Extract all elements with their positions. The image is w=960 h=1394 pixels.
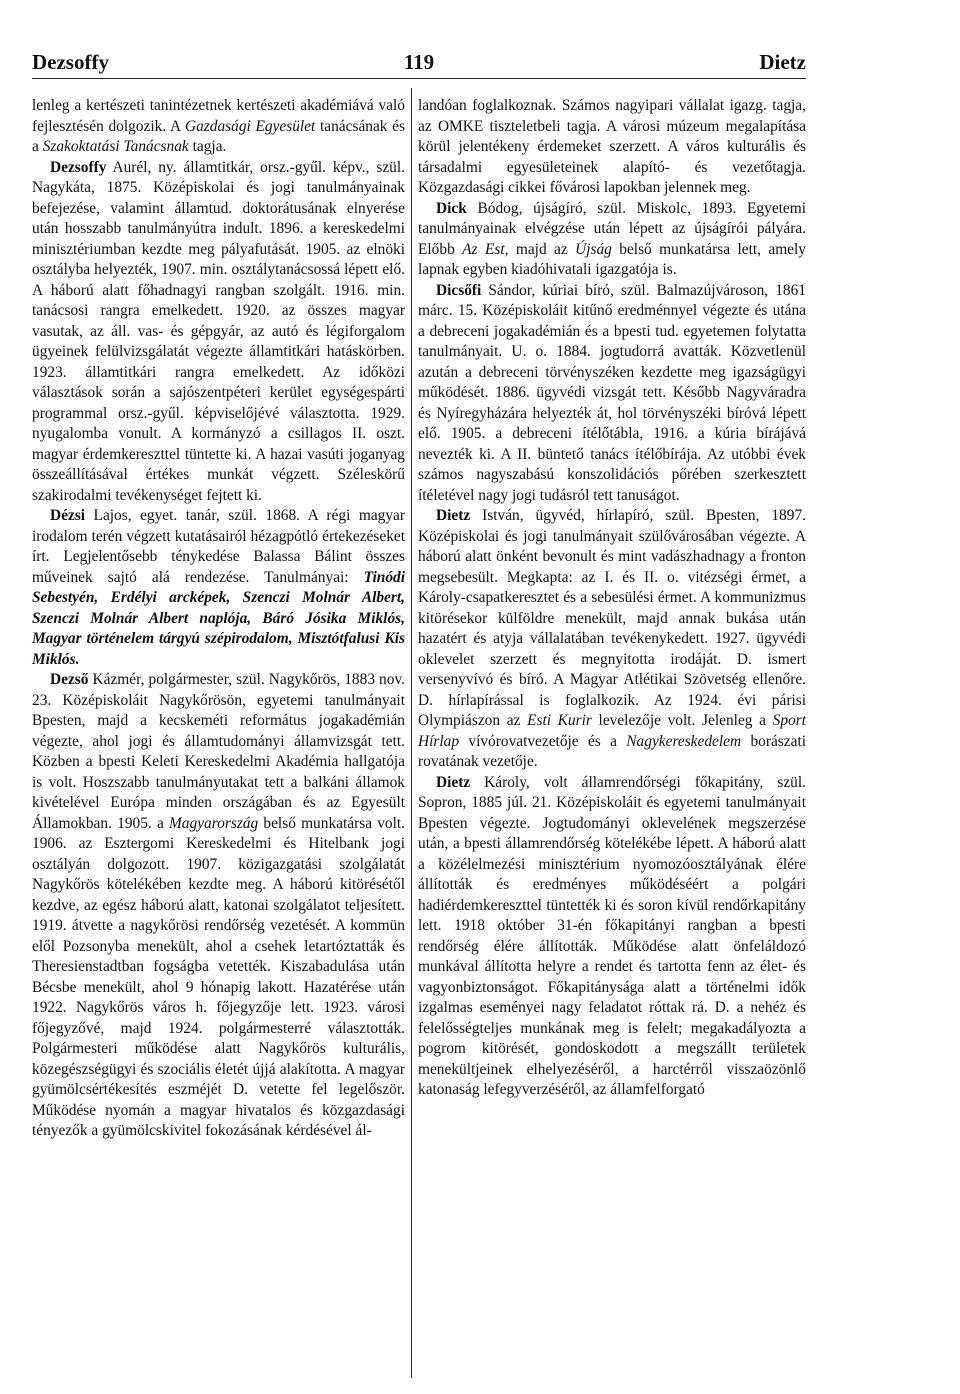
italic-run: Nagykereskedelem: [626, 732, 742, 750]
text-run: levelezője volt. Jelenleg a: [591, 712, 773, 729]
entry-dezsoffy: [32, 158, 405, 507]
text-run: Aurél, ny. államtitkár, orsz.-gyűl. képv., szül. Nagykáta, 1875. Középiskolai és jogi tanulmányainak befejezése, valamint államtud. doktorátusának elnyerése után hosszabb tanulmányútra indult. 1896. a kereskedelmi minisztériumban kezdte meg pályafutását. 1905. az elnöki osztályba helyezték, 1907. min. osztálytanácsossá lépett elő. A háború alatt főhadnagyi rangban szolgált. 1916. min. tanácsosi rangra emelkedett. 1920. az összes magyar vasutak, az áll. vas- és gépgyár, az autó és légiforgalom ügyeinek felülvizsgálatát végezte államtitkári hatáskörben. 1923. államtitkári rangra emelkedett. Az időközi választások során a sajószentpéteri kerület egységespárti programmal orsz.-gyűl. képviselőjévé választotta. 1929. nyugalomba vonult. A kormányzó a csillagos II. oszt. magyar érdemkereszttel tüntette ki. A hazai vasúti joganyag összeállításával értékes munkát végzett. Széleskörű szakirodalmi tevékenységet fejtett ki.: [32, 158, 405, 504]
italic-run: Esti Kurir: [527, 712, 592, 729]
text-run: István, ügyvéd, hírlapíró, szül. Bpesten, 1897. Középiskolai és jogi tanulmányait szülővárosában végezte. A háború alatt önként bevonult és mint vadászhadnagy a fronton megsebesült. Megkapta: az I. és II. o. vitézségi érmet, a Károly-csapatkeresztet és a sebesülési érmet. A kommunizmus kitörésekor külföldre menekült, majd annak bukása után hazatért és atyja vállalatában tevékenykedett. 1927. ügyvédi oklevelet szerzett és megnyitotta irodáját. D. ismert versenyvívó és bíró. A Magyar Atlétikai Szövetség ellenőre. D. hírlapírással is foglalkozik. Az 1924. évi párisi Olympiászon az: [418, 507, 806, 729]
text-run: belső munkatársa volt. 1906. az Esztergomi Kereskedelmi és Hitelbank jogi osztályán dolgozott. 1907. közigazgatási szolgálatát Nagykőrös kötelékében kezdte meg. A háború kitörésétől kezdve, az egész háború alatt, katonai szolgálatot teljesített. 1919. átvette a nagykőrösi rendőrség vezetését. A kommün elől Pozsonyba menekült, ahol a csehek letartóztatták és Theresienstadtban fogságba vetették. Kiszabadulása után Bécsbe menekült, ahol 9 hónapig lakott. Hazatérése után 1922. Nagykőrös város h. főjegyzője lett. 1923. városi főjegyzővé, majd 1924. polgármesterré választották. Polgármesteri működése alatt Nagykőrös kulturális, közegészségügyi és szociális életét újjá alakította. A magyar gyümölcsértékesítés eszméjét D. vetette fel legelőször. Működése nyomán a magyar hivatalos és közgazdasági tényezők a gyümölcskivitel fokozásának kérdésével ál-: [32, 814, 406, 1139]
text-run: tanácsának és a: [32, 117, 405, 155]
entry-headword: Dietz: [436, 507, 471, 524]
text-run: lenleg a kertészeti tanintézetnek kertészeti akadémiává való fejlesztésén dolgozik. A: [32, 97, 405, 135]
text-run: majd az: [508, 240, 576, 258]
text-run: Sándor, kúriai bíró, szül. Balmazújvároson, 1861 márc. 15. Középiskoláit kitűnő eredménnyel végezte és utána a debreceni jogakadémián és a bpesti tud. egyetemen folytatta tanulmányait. U. o. 1884. jogtudorrá avatták. Közvetlenül azután a debreceni törvényszéken kezdette meg igazságügyi működését. 1886. ügyvédi vizsgát tett. Később Nagyváradra és Nyíregyházára helyezték át, hol törvényszéki bíróvá lépett elő. 1905. a debreceni ítélőtábla, 1916. a kúria bírájává nevezték ki. A II. büntető tanács ítélőbírája. Az utóbbi évek számos nagyszabású konszolidációs pőrében szerkesztett ítéletével nagy jogi tudásról tett tanuságot.: [418, 281, 806, 504]
entry-dick: [418, 199, 806, 281]
italic-run: Magyarország: [168, 814, 259, 832]
italic-run: Sport Hírlap: [418, 712, 806, 750]
text-run: vívórovatvezetője és a: [459, 732, 627, 750]
entry-dietz-karoly: [418, 773, 806, 1101]
text-run: landóan foglalkoznak. Számos nagyipari vállalat igazg. tagja, az OMKE tiszteletbeli tagja. A városi múzeum megalapítása körül jelentékeny érdemeket szerzett. A város kulturális és társadalmi egyesületeinek alapító- és vezetőtagja. Közgazdasági cikkei fővárosi lapokban jelennek meg.: [418, 97, 806, 196]
column-divider: [411, 88, 412, 1378]
text-run: Károly, volt államrendőrségi főkapitány, szül. Sopron, 1885 júl. 21. Középiskoláit és egyetemi tanulmányait Bpesten végezte. Jogtudományi oklevelének megszerzése után, a bpesti államrendőrség kötelékébe lépett. A háború alatt a közélelmezési minisztérium nyomozóosztályának élére állították és eredményes működéséért a polgári hadiérdemkereszttel tüntették ki és soron kívül rendőrkapitány lett. 1918 október 31-én főkapitányi rangban a bpesti rendőrség élére állították. Működése alatt önfeláldozó munkával állította helyre a rendet és tartotta fenn az élet- és vagyonbiztonságot. Főkapitánysága alatt a történelmi idők izgalmas eseményei nagy feladatot róttak rá. D. a nehéz és felelősségteljes munkának meg is felelt; megakadályozta a pogrom kitörését, gondoskodott a megszállt területek menekültjeinek elhelyezéséről, a harctérről visszaözönlő katonaság lefegyverzéséről, az államfelforgató: [418, 773, 806, 1098]
entry-headword: Dézsi: [50, 507, 86, 524]
entry-headword: Dezső: [50, 671, 89, 688]
page-number: 119: [403, 50, 435, 74]
italic-run: Szakoktatási Tanácsnak: [42, 138, 189, 155]
text-run: borászati rovatának vezetője.: [418, 732, 806, 770]
italic-run: Tinódi Sebestyén, Erdélyi arcképek, Szenczi Molnár Albert, Szenczi Molnár Albert naplója, Báró Jósika Miklós, Magyar történelem tárgyú szépirodalom, Misztótfalusi Kis Miklós.: [32, 568, 405, 668]
header-rule: [32, 78, 806, 79]
entry-continued: [418, 96, 806, 199]
entry-dezso: [32, 670, 405, 1142]
text-run: Bódog, újságíró, szül. Miskolc, 1893. Egyetemi tanulmányainak elvégzése után lépett az újságírói pályára. Előbb: [418, 199, 806, 258]
entry-continued: [32, 96, 405, 158]
entry-headword: Dietz: [436, 773, 471, 791]
entry-headword: Dicsőfi: [436, 281, 482, 299]
entry-headword: Dezsoffy: [50, 158, 107, 176]
text-run: belső munkatársa lett, amely lapnak egyben kiadóhivatali igazgatója is.: [418, 240, 806, 278]
right-column: [418, 96, 806, 1101]
text-run: Kázmér, polgármester, szül. Nagykőrös, 1883 nov. 23. Középiskoláit Nagykőrösön, egyetemi tanulmányait Bpesten, majd a kecskeméti református jogakadémián végezte, ahol jogi és államtudományi államvizsgát tett. Közben a bpesti Keleti Kereskedelmi Akadémia hallgatója is volt. Hoszszabb tanulmányutakat tett a balkáni államok kivételével Európa minden országában és az Egyesült Államokban. 1905. a: [32, 671, 405, 832]
entry-dezsi: [32, 506, 405, 670]
left-column: [32, 96, 405, 1142]
header-left-term: Dezsoffy: [32, 50, 109, 74]
text-run: tagja.: [188, 138, 227, 155]
entry-dietz-istvan: [418, 506, 806, 773]
italic-run: Újság: [575, 240, 612, 258]
text-run: Lajos, egyet. tanár, szül. 1868. A régi magyar irodalom terén végzett kutatásairól hézagpótló értekezéseket írt. Legjelentősebb ténykedése Balassa Bálint összes műveinek sajtó alá rendezése. Tanulmányai:: [32, 507, 405, 586]
entry-dicsofi: [418, 281, 806, 507]
running-header: [32, 50, 806, 76]
italic-run: Gazdasági Egyesület: [184, 117, 316, 135]
italic-run: Az Est,: [462, 240, 509, 258]
entry-headword: Dick: [436, 199, 467, 217]
header-right-term: Dietz: [759, 50, 806, 74]
